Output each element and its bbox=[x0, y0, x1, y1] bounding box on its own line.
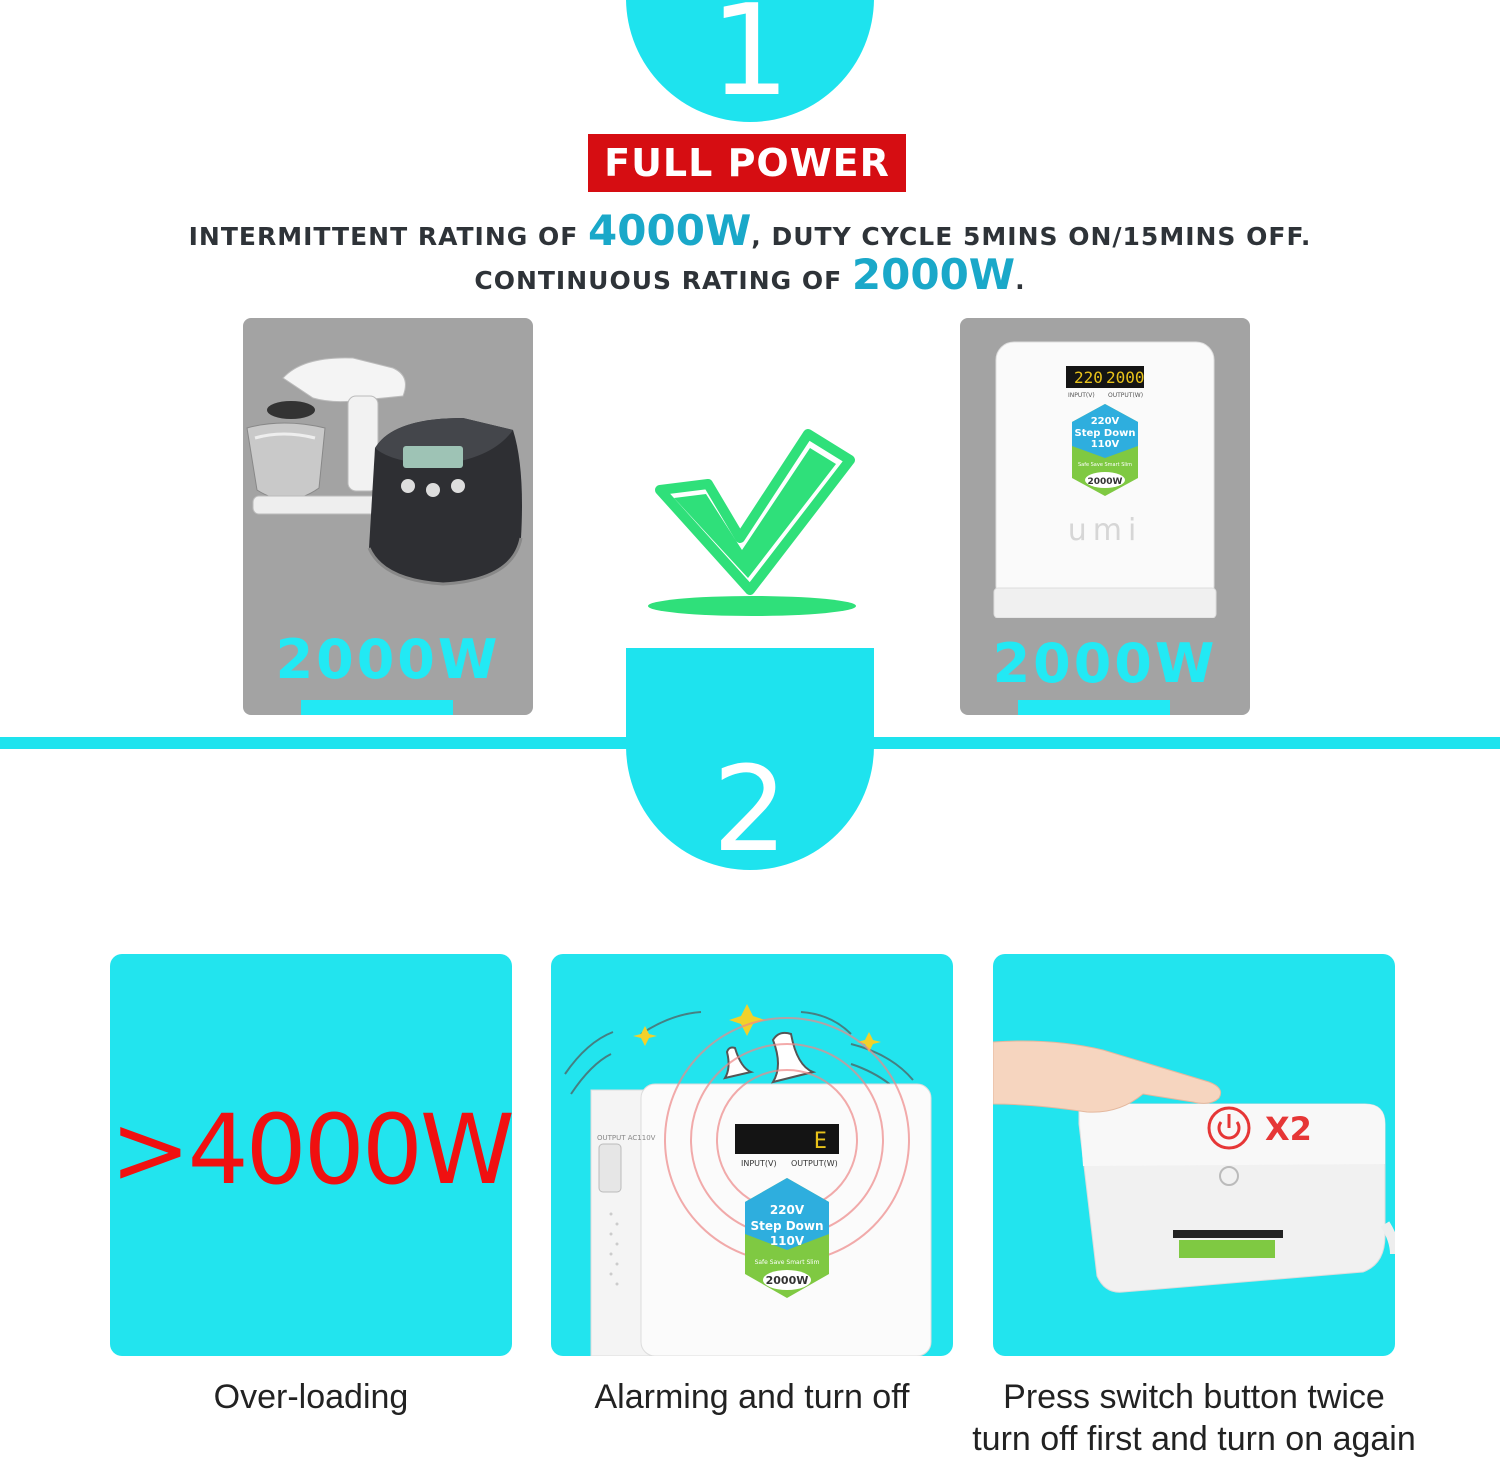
error-display: E bbox=[813, 1129, 827, 1154]
check-mark-icon bbox=[640, 420, 870, 620]
appliances-panel bbox=[243, 318, 533, 715]
alarm-waves bbox=[565, 1012, 913, 1094]
svg-text:OUTPUT(W): OUTPUT(W) bbox=[791, 1159, 838, 1168]
right-watt-underline bbox=[1018, 700, 1170, 715]
svg-text:Step Down: Step Down bbox=[1074, 428, 1136, 439]
display-output-label: OUTPUT(W) bbox=[1108, 392, 1144, 399]
step-1-circle bbox=[626, 0, 874, 122]
svg-text:2000W: 2000W bbox=[1087, 477, 1123, 487]
svg-text:2000W: 2000W bbox=[765, 1274, 809, 1287]
step-number: 2 bbox=[712, 740, 788, 870]
reset-illustration bbox=[993, 954, 1395, 1356]
svg-text:Safe Save Smart Slim: Safe Save Smart Slim bbox=[754, 1259, 820, 1266]
full-power-badge: FULL POWER bbox=[588, 134, 906, 192]
overload-value: >4000W bbox=[110, 1094, 512, 1206]
continuous-rating-line: CONTINUOUS RATING OF 2000W. bbox=[474, 250, 1026, 299]
svg-text:110V: 110V bbox=[769, 1234, 805, 1248]
step-2-circle bbox=[626, 648, 874, 870]
svg-text:Safe Save Smart Slim: Safe Save Smart Slim bbox=[1077, 462, 1133, 468]
left-watt-underline bbox=[301, 700, 453, 715]
press-count-label: X2 bbox=[1265, 1110, 1312, 1148]
alarm-card bbox=[551, 954, 953, 1356]
caption-alarming: Alarming and turn off bbox=[594, 1378, 910, 1416]
display-input-label: INPUT(V) bbox=[1068, 392, 1095, 399]
reset-card bbox=[993, 954, 1395, 1356]
intermittent-value: 4000W bbox=[588, 206, 752, 255]
brand-logo: umi bbox=[1067, 513, 1143, 548]
caption-overloading: Over-loading bbox=[213, 1378, 409, 1416]
left-watt-label: 2000W bbox=[275, 628, 501, 691]
overloading-card bbox=[110, 954, 512, 1356]
svg-text:INPUT(V): INPUT(V) bbox=[741, 1159, 777, 1168]
display-output-value: 2000 bbox=[1106, 368, 1145, 387]
continuous-value: 2000W bbox=[851, 250, 1016, 299]
appliances-illustration bbox=[243, 318, 533, 618]
svg-text:110V: 110V bbox=[1090, 439, 1120, 450]
converter-panel bbox=[960, 318, 1250, 715]
display-input-value: 220 bbox=[1074, 368, 1103, 387]
right-watt-label: 2000W bbox=[992, 632, 1218, 695]
svg-text:Step Down: Step Down bbox=[750, 1219, 824, 1233]
alarm-illustration bbox=[551, 954, 953, 1356]
step-number: 1 bbox=[709, 0, 791, 124]
side-output-label: OUTPUT AC110V bbox=[597, 1134, 656, 1142]
svg-text:220V: 220V bbox=[1090, 416, 1120, 427]
converter-illustration bbox=[960, 318, 1250, 618]
svg-text:220V: 220V bbox=[769, 1203, 805, 1217]
intermittent-rating-line: INTERMITTENT RATING OF 4000W, DUTY CYCLE 5MINS ON/15MINS OFF. bbox=[188, 206, 1312, 255]
step-down-label bbox=[1072, 404, 1138, 496]
rice-cooker-icon bbox=[369, 418, 522, 584]
caption-press-switch: Press switch button twice turn off first and turn on again bbox=[972, 1378, 1416, 1458]
step-down-label bbox=[745, 1178, 829, 1298]
